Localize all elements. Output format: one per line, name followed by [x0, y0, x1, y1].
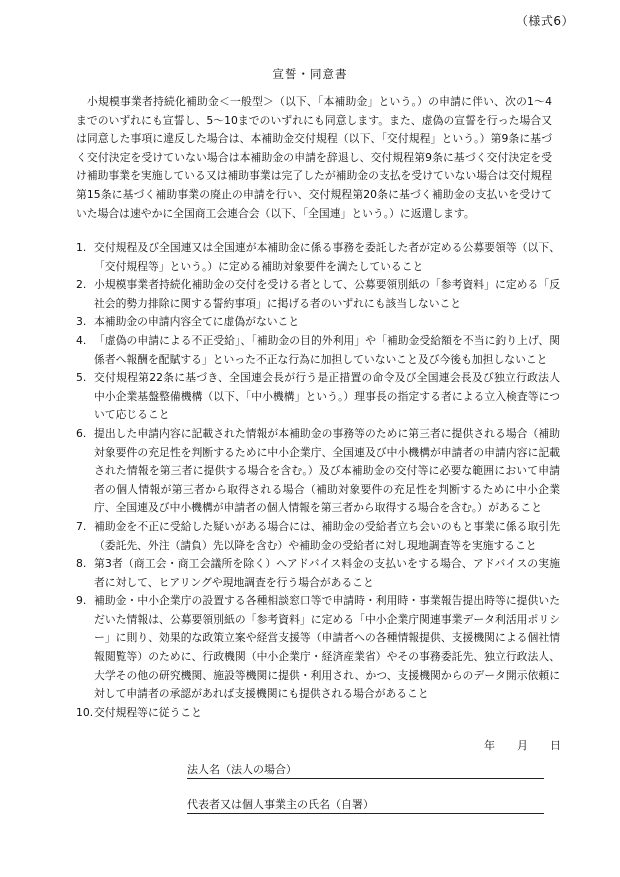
- item-text: 補助金を不正に受給した疑いがある場合には、補助金の受給者立ち会いのもと事業に係る取引先（委託先、外注（請負）先以降を含む）や補助金の受給者に対し現地調査等を実施すること: [94, 519, 560, 552]
- list-item: [76, 239, 560, 276]
- item-number: 2.: [76, 278, 87, 292]
- date-month: 月: [517, 739, 528, 752]
- representative-label: 代表者又は個人事業主の氏名（自署）: [187, 798, 374, 811]
- item-text: 提出した申請内容に記載された情報が本補助金の事務等のために第三者に提供される場合（補助対象要件の充足性を判断するために中小企業庁、全国連及び中小機構が申請者の申請内容に記載された情報を第三者に提供する場合を含む。）及び本補助金の交付等に必要な範囲において申請者の個人情報が第三者から取得される場合（補助対象要件の充足性を判断するために中小企業庁、全国連及び中小機構が申請者の個人情報を第三者から取得する場合を含む。）があること: [94, 426, 560, 515]
- corporate-name-field[interactable]: [187, 761, 544, 779]
- list-item: [76, 276, 560, 313]
- form-number: （様式6）: [515, 14, 574, 28]
- list-item: [76, 313, 560, 332]
- list-item: [76, 592, 560, 704]
- item-number: 4.: [76, 333, 87, 347]
- date-day: 日: [550, 739, 561, 752]
- item-text: 補助金・中小企業庁の設置する各種相談窓口等で申請時・利用時・事業報告提出時等に提供いただいた情報は、公募要領別紙の「参考資料」に定める「中小企業庁関連事業データ利活用ポリシー」に則り、効果的な政策立案や経営支援等（申請者への各種情報提供、支援機関による個社情報閲覧等）のために、行政機関（中小企業庁・経済産業省）やその事務委託先、独立行政法人、大学その他の研究機関、施設等機関に提供・利用され、かつ、支援機関からのデータ開示依頼に対して申請者の承認があれば支援機関にも提供される場合があること: [94, 594, 560, 701]
- item-text: 「虚偽の申請による不正受給」、「補助金の目的外利用」や「補助金受給額を不当に釣り上げ、関係者へ報酬を配賦する」といった不正な行為に加担していないこと及び今後も加担しないこと: [94, 333, 560, 366]
- item-text: 交付規程等に従うこと: [94, 705, 202, 719]
- list-item: [76, 518, 560, 555]
- item-text: 本補助金の申請内容全てに虚偽がないこと: [94, 315, 300, 329]
- date-year: 年: [484, 739, 495, 752]
- item-number: 10.: [76, 705, 94, 719]
- document-title: 宣誓・同意書: [272, 67, 348, 81]
- item-text: 第3者（商工会・商工会議所を除く）へアドバイス料金の支払いをする場合、アドバイスの実施者に対して、ヒアリングや現地調査を行う場合があること: [94, 557, 560, 589]
- intro-paragraph: 小規模事業者持続化補助金＜一般型＞（以下、「本補助金」という。）の申請に伴い、次の1～4までのいずれにも宣誓し、5～10までのいずれにも同意します。また、虚偽の宣誓を行った場合又は同意した事項に違反した場合は、本補助金交付規程（以下、「交付規程」という。）第9条に基づく交付決定を受けていない場合は本補助金の申請を辞退し、交付規程第9条に基づく交付決定を受け補助事業を実施している又は補助事業は完了したが補助金の支払を受けていない場合は交付規程第15条に基づく補助事業の廃止の申請を行い、交付規程第20条に基づく補助金の支払いを受けていた場合は速やかに全国商工会連合会（以下、「全国連」という。）に返還します。: [76, 95, 552, 220]
- item-number: 5.: [76, 371, 87, 385]
- item-number: 6.: [76, 426, 87, 440]
- item-number: 9.: [76, 594, 87, 608]
- list-item: [76, 369, 560, 425]
- list-item: [76, 332, 560, 369]
- list-item: [76, 555, 560, 592]
- representative-signature-field[interactable]: [187, 796, 544, 814]
- pledge-list: [76, 239, 560, 722]
- item-text: 交付規程及び全国連又は全国連が本補助金に係る事務を委託した者が定める公募要領等（以下、「交付規程等」という。）に定める補助対象要件を満たしていること: [94, 241, 560, 273]
- item-number: 7.: [76, 519, 87, 533]
- item-number: 1.: [76, 241, 87, 254]
- list-item: [76, 704, 560, 723]
- item-text: 小規模事業者持続化補助金の交付を受ける者として、公募要領別紙の「参考資料」に定める「反社会的勢力排除に関する誓約事項」に掲げる者のいずれにも該当しないこと: [94, 278, 560, 310]
- item-text: 交付規程第22条に基づき、全国連会長が行う是正措置の命令及び全国連会長及び独立行政法人中小企業基盤整備機構（以下、「中小機構」という。）理事長の指定する者による立入検査等について応じること: [94, 371, 560, 422]
- list-item: [76, 425, 560, 518]
- item-number: 3.: [76, 315, 87, 329]
- item-number: 8.: [76, 557, 87, 571]
- corporate-name-label: 法人名（法人の場合）: [187, 763, 297, 776]
- date-line: [484, 737, 561, 753]
